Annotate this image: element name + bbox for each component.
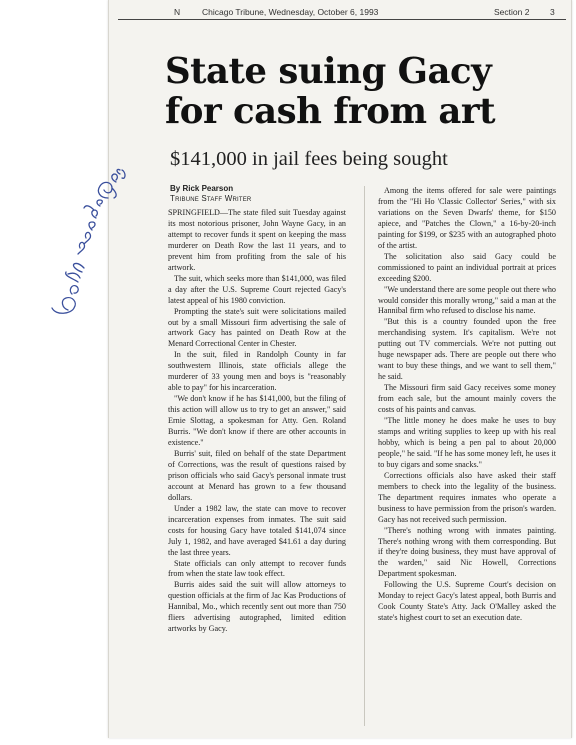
paragraph: The Missouri firm said Gacy receives some money from each sale, but the amount mainly covers the costs of his paints and canvas. — [378, 383, 556, 415]
page-header — [118, 6, 566, 20]
header-dateline: Chicago Tribune, Wednesday, October 6, 1993 — [202, 7, 379, 17]
paragraph: Under a 1982 law, the state can move to recover incarceration expenses from inmates. The suit said costs for housing Gacy have totaled $141,074 since July 1, 1982, and have averaged $41.61 a day during the last three years. — [168, 503, 346, 557]
column-divider — [364, 186, 365, 726]
paragraph: "We don't know if he has $141,000, but the filing of this action will allow us to try to get an answer," said Ernie Slottag, a spokesman for Atty. Gen. Roland Burris. "We don't know if there are other accounts in existence." — [168, 394, 346, 448]
paragraph: In the suit, filed in Randolph County in far southwestern Illinois, state officials allege the murderer of 33 young men and boys is "reasonably able to pay" for his incarceration. — [168, 350, 346, 393]
paragraph: "The little money he does make he uses to buy stamps and writing supplies to keep up with his real hobby, which is being a pen pal to about 20,000 people," he said. "If he has some money left, he uses it to buy cigars and some snacks." — [378, 416, 556, 469]
byline-name: By Rick Pearson — [170, 184, 234, 193]
paragraph: Corrections officials also have asked their staff members to check into the legality of the business. The department requires inmates who operate a business to have permission from the prison's warden. Gacy has not received such permission. — [378, 470, 556, 524]
article-column-right — [378, 186, 556, 624]
paragraph: "There's nothing wrong with inmates painting. There's nothing wrong with them corresponding. But if they're doing business, they must have approval of the warden," said Nic Howell, Corrections Department spokesman. — [378, 525, 556, 579]
headline-line-1: State suing Gacy — [165, 51, 492, 92]
header-section: Section 2 — [494, 7, 530, 17]
header-letter: N — [174, 7, 181, 17]
subheadline: $141,000 in jail fees being sought — [170, 148, 448, 170]
paragraph: State officials can only attempt to recover funds from when the state law took effect. — [168, 558, 346, 579]
paragraph: Prompting the state's suit were solicitations mailed out by a small Missouri firm advertising the sale of artwork Gacy has painted on Death Row at the Menard Correctional Center in Chester. — [168, 306, 346, 349]
paragraph: "But this is a country founded upon the free merchandising system. It's capitalism. We're not putting out TV commercials. We're not putting out huge newspaper ads. There are people out there who want to buy these things, and we want to sell them," he said. — [378, 317, 556, 382]
paragraph: Following the U.S. Supreme Court's decision on Monday to reject Gacy's latest appeal, both Burris and Cook County State's Atty. Jack O'Malley asked the state's highest court to set an execution date. — [378, 580, 556, 623]
paragraph: Among the items offered for sale were paintings from the "Hi Ho 'Classic Collector' Series," with six variations on the Seven Dwarfs' theme, for $150 apiece, and "Patches the Clown," a 16-by-20-inch painting for $199, or $235 with an autographed photo of the artist. — [378, 186, 556, 250]
paragraph: SPRINGFIELD—The state filed suit Tuesday against its most notorious prisoner, John Wayne Gacy, in an attempt to recover funds it spent on keeping the mass murderer on Death Row the last 11 years, and to prevent him from profiting from the sale of his artwork. — [168, 208, 346, 272]
headline — [165, 52, 565, 132]
paragraph: The solicitation also said Gacy could be commissioned to paint an individual portrait at prices exceeding $200. — [378, 251, 556, 283]
paragraph: Burris' suit, filed on behalf of the state Department of Corrections, was the result of questions raised by prison officials who said Gacy's personal inmate trust account at Menard has grown to a few thousand dollars. — [168, 448, 346, 502]
paragraph: "We understand there are some people out there who would consider this morally wrong," said a man at the Hannibal firm who refused to disclose his name. — [378, 284, 556, 316]
headline-line-2: for cash from art — [165, 91, 495, 132]
article-column-left — [168, 208, 346, 635]
byline — [170, 184, 340, 204]
header-page-number: 3 — [550, 7, 555, 17]
paragraph: Burris aides said the suit will allow attorneys to question officials at the firm of Jac Kas Productions of Hannibal, Mo., which recently sent out more than 750 fliers advertising autographed, limited edition artworks by Gacy. — [168, 580, 346, 634]
paragraph: The suit, which seeks more than $141,000, was filed a day after the U.S. Supreme Court rejected Gacy's latest appeal of his 1980 conviction. — [168, 273, 346, 305]
handwritten-signature — [38, 168, 128, 318]
byline-role: Tribune Staff Writer — [170, 194, 252, 203]
